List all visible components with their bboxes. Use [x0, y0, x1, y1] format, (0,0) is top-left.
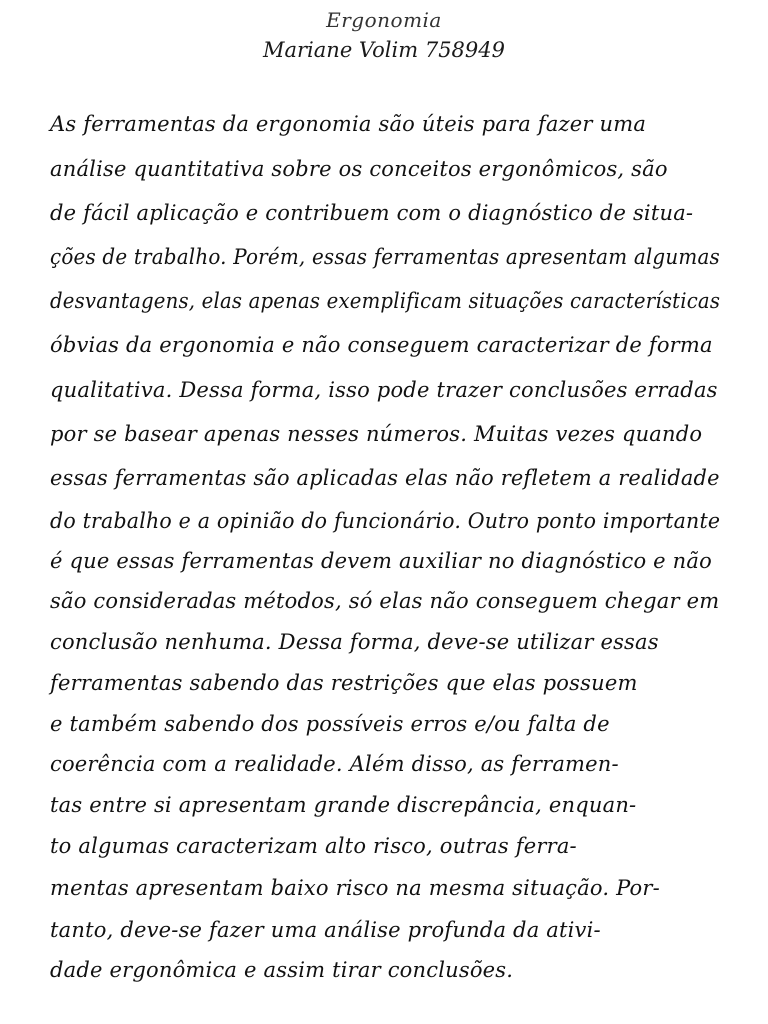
text-line: coerência com a realidade. Além disso, as ferramen-	[50, 752, 619, 776]
text-line: As ferramentas da ergonomia são úteis para fazer uma	[50, 112, 647, 136]
text-line: to algumas caracterizam alto risco, outras ferra-	[50, 834, 577, 858]
text-line: tas entre si apresentam grande discrepância, enquan-	[50, 793, 637, 817]
text-line: essas ferramentas são aplicadas elas não refletem a realidade	[50, 466, 720, 490]
text-line: mentas apresentam baixo risco na mesma situação. Por-	[50, 876, 660, 900]
text-line: análise quantitativa sobre os conceitos ergonômicos, são	[50, 157, 668, 181]
text-line: por se basear apenas nesses números. Muitas vezes quando	[50, 422, 703, 446]
text-line: tanto, deve-se fazer uma análise profunda da ativi-	[50, 918, 601, 942]
text-line: do trabalho e a opinião do funcionário. Outro ponto importante	[50, 509, 721, 533]
text-line: são consideradas métodos, só elas não conseguem chegar em	[50, 589, 720, 613]
page-title: Ergonomia	[326, 8, 442, 32]
text-line: é que essas ferramentas devem auxiliar no diagnóstico e não	[50, 549, 712, 573]
text-line: de fácil aplicação e contribuem com o diagnóstico de situa-	[50, 201, 694, 225]
text-line: ções de trabalho. Porém, essas ferramentas apresentam algumas	[50, 245, 720, 269]
text-line: ferramentas sabendo das restrições que elas possuem	[50, 671, 638, 695]
text-line: desvantagens, elas apenas exemplificam situações características	[50, 289, 721, 313]
text-line: e também sabendo dos possíveis erros e/ou falta de	[50, 712, 610, 736]
text-line: conclusão nenhuma. Dessa forma, deve-se utilizar essas	[50, 630, 659, 654]
text-line: óbvias da ergonomia e não conseguem caracterizar de forma	[50, 333, 713, 357]
author-line: Mariane Volim 758949	[263, 38, 505, 62]
text-line: dade ergonômica e assim tirar conclusões.	[50, 958, 514, 982]
text-line: qualitativa. Dessa forma, isso pode trazer conclusões erradas	[50, 378, 718, 402]
